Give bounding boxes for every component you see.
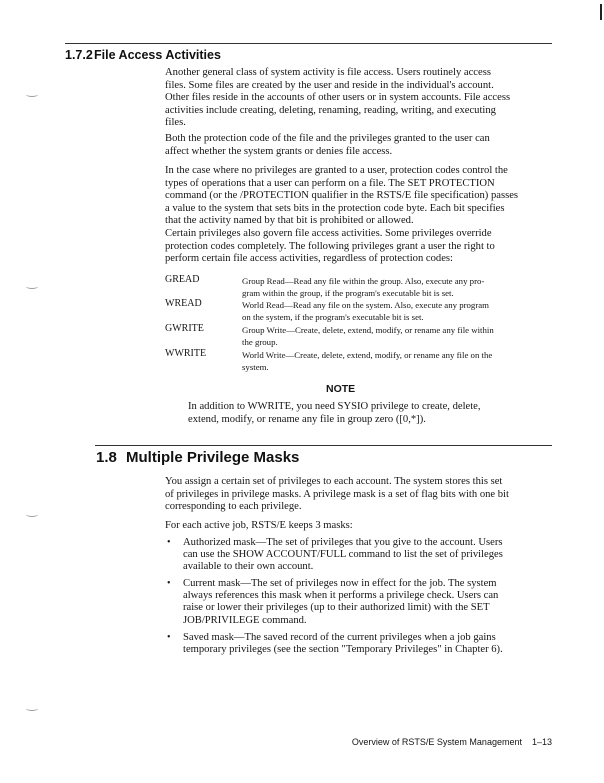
note-title: NOTE (326, 383, 356, 395)
bullet-item (183, 632, 503, 656)
page-footer (352, 737, 552, 747)
margin-mark (26, 92, 38, 97)
text-line: can use the SHOW ACCOUNT/FULL command to list the set of privileges (183, 549, 503, 561)
bullet-item (183, 578, 498, 627)
paragraph (165, 476, 509, 514)
text-line: Authorized mask—The set of privileges that you give to the account. Users (183, 537, 503, 548)
privilege-description (242, 349, 492, 373)
page-number: 1–13 (531, 737, 552, 747)
margin-mark (26, 512, 38, 517)
text-line: Both the protection code of the file and the privileges granted to the user can (165, 133, 490, 144)
text-line: protection codes completely. The following privileges grant a user the right to (165, 240, 495, 252)
text-line: In addition to WWRITE, you need SYSIO privilege to create, delete, (188, 401, 481, 412)
section-number: 1.7.2 (65, 48, 93, 62)
text-line: files. (165, 117, 186, 129)
text-line: World Write—Create, delete, extend, modify, or rename any file on the (242, 350, 493, 360)
text-line: on the system, if the program's executable bit is set. (242, 312, 424, 322)
text-line: For each active job, RSTS/E keeps 3 masks: (165, 520, 353, 531)
text-line: files. Some files are created by the user and reside in the individual's account. (165, 79, 494, 91)
bullet-item (183, 537, 503, 574)
section-rule (65, 43, 552, 44)
privilege-term: GREAD (165, 274, 200, 285)
text-line: that the activity named by that bit is prohibited or allowed. (165, 215, 414, 227)
privilege-description (242, 324, 494, 348)
footer-title: Overview of RSTS/E System Management (351, 737, 522, 747)
privilege-term: GWRITE (165, 323, 204, 334)
section-heading-1-7-2 (65, 48, 221, 62)
section-heading-1-8 (96, 449, 299, 466)
paragraph (165, 228, 495, 266)
bullet-icon: • (167, 632, 171, 643)
text-line: available to their own account. (183, 561, 314, 573)
text-line: the group. (242, 337, 278, 347)
text-line: command (or the /PROTECTION qualifier in the RSTS/E file specification) passes (165, 190, 519, 202)
text-line: Another general class of system activity is file access. Users routinely access (165, 67, 491, 78)
text-line: always references this mask when it performs a privilege check. Users can (183, 590, 499, 602)
text-line: Saved mask—The saved record of the current privileges when a job gains (183, 632, 496, 643)
paragraph (165, 67, 510, 130)
page-edge-mark (600, 4, 602, 20)
paragraph (165, 165, 518, 228)
bullet-icon: • (167, 537, 171, 548)
text-line: World Read—Read any file on the system. Also, execute any program (242, 300, 490, 310)
text-line: Other files reside in the accounts of other users or in system accounts. File access (165, 92, 511, 104)
bullet-icon: • (167, 578, 171, 589)
text-line: In the case where no privileges are granted to a user, protection codes control the (165, 165, 508, 176)
section-rule (95, 445, 552, 446)
note-text (188, 401, 481, 426)
privilege-term: WWRITE (165, 348, 207, 359)
text-line: Certain privileges also govern file access activities. Some privileges override (165, 228, 492, 239)
text-line: You assign a certain set of privileges to each account. The system stores this set (165, 476, 503, 487)
text-line: types of operations that a user can perform on a file. The SET PROTECTION (165, 177, 495, 189)
privilege-term: WREAD (165, 298, 202, 309)
section-number: 1.8 (96, 449, 117, 466)
margin-mark (26, 284, 38, 289)
text-line: extend, modify, or rename any file in group zero ([0,*]). (188, 413, 426, 425)
section-title: File Access Activities (94, 48, 221, 62)
text-line: gram within the group, if the program's executable bit is set. (242, 288, 454, 298)
text-line: raise or lower their privileges (up to their authorized limit) with the SET (183, 602, 490, 614)
text-line: of privileges in privilege masks. A privilege mask is a set of flag bits with one bit (165, 488, 509, 500)
text-line: Group Write—Create, delete, extend, modify, or rename any file within (242, 325, 494, 335)
privilege-description (242, 299, 489, 323)
margin-mark (26, 706, 38, 711)
text-line: temporary privileges (see the section "Temporary Privileges" in Chapter 6). (183, 644, 503, 656)
text-line: Current mask—The set of privileges now in effect for the job. The system (183, 578, 497, 589)
text-line: system. (242, 362, 269, 372)
text-line: JOB/PRIVILEGE command. (183, 614, 307, 626)
text-line: corresponding to each privilege. (165, 501, 302, 513)
text-line: activities include creating, deleting, renaming, reading, writing, and executing (165, 104, 496, 116)
text-line: affect whether the system grants or denies file access. (165, 145, 393, 157)
text-line: Group Read—Read any file within the group. Also, execute any pro- (242, 276, 485, 286)
privilege-description (242, 275, 484, 299)
text-line: perform certain file access activities, regardless of protection codes: (165, 253, 453, 265)
section-title: Multiple Privilege Masks (126, 449, 300, 466)
paragraph (165, 520, 353, 533)
paragraph (165, 133, 490, 158)
text-line: a value to the system that sets bits in the protection code byte. Each bit specifies (165, 202, 505, 214)
